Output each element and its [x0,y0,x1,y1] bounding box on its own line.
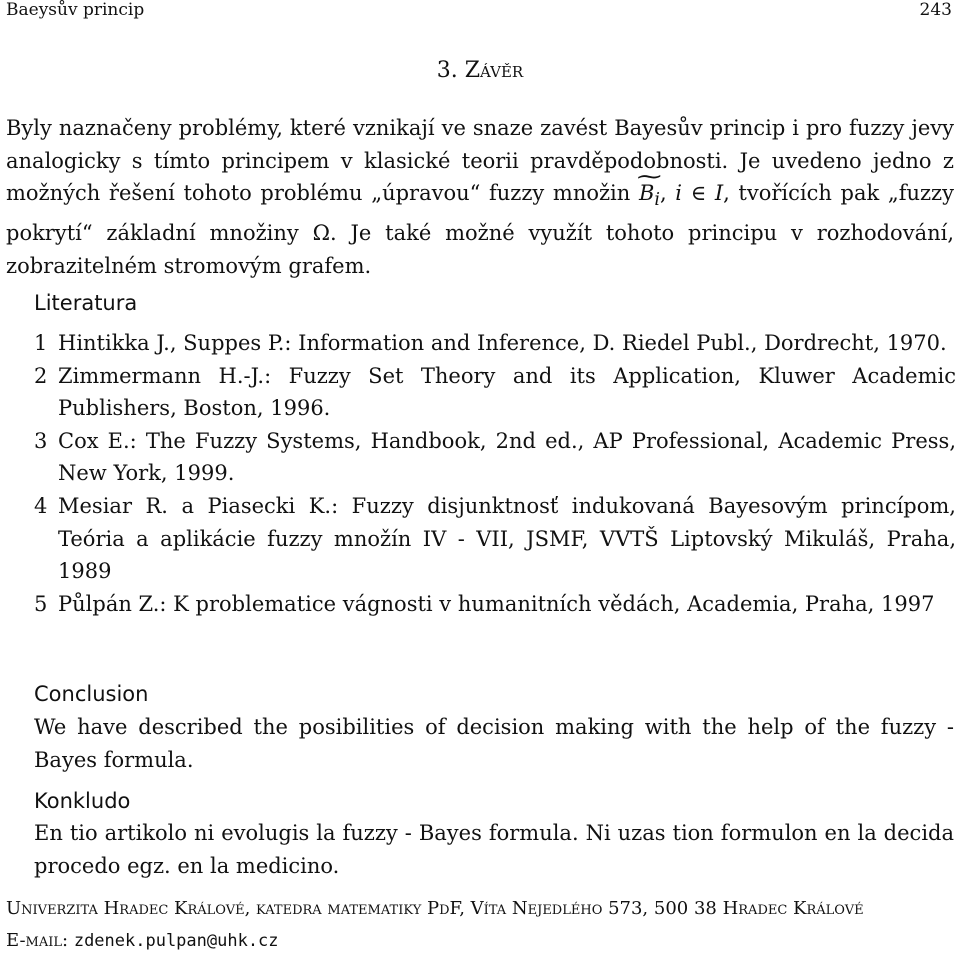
reference-number: 4 [34,493,48,518]
conclusion-czech-paragraph [6,112,954,282]
reference-number: 5 [34,591,48,616]
conclusion-english-text: We have described the posibilities of decision making with the help of the fuzzy - Bayes formula. [34,715,954,772]
running-title: Baeysův princip [6,0,145,20]
paragraph-text-1: Byly naznačeny problémy, které vznikají ve snaze zavést Bayesův princip i pro fuzzy jevy analogicky s tímto principem v klasické teorii pravděpodobnosti. Je uvedeno jedno z možných řešení tohoto problému „úpravou“ fuzzy množin [6,116,954,206]
reference-number: 2 [34,363,48,388]
konkludo-text: En tio artikolo ni evolugis la fuzzy - Bayes formula. Ni uzas tion formulon en la decida procedo egz. en la medicino. [34,821,954,878]
conclusion-heading: Conclusion [34,682,149,706]
author-email-line [6,925,956,957]
reference-item [34,360,956,425]
reference-item [34,588,956,621]
reference-text: Hintikka J., Suppes P.: Information and Inference, D. Riedel Publ., Dordrecht, 1970. [58,331,947,355]
reference-list [34,327,956,620]
section-number: 3. [436,58,458,83]
reference-item [34,327,956,360]
reference-text: Mesiar R. a Piasecki K.: Fuzzy disjunktnosť indukovaná Bayesovým princípom, Teória a aplikácie fuzzy množín IV - VII, JSMF, VVTŠ Liptovský Mikuláš, Praha, 1989 [58,493,956,584]
reference-text: Cox E.: The Fuzzy Systems, Handbook, 2nd ed., AP Professional, Academic Press, New York, 1999. [58,428,956,486]
page-number: 243 [919,0,952,20]
email-label: E-mail: [6,930,69,951]
reference-item [34,490,956,588]
section-title [0,57,960,85]
reference-text: Zimmermann H.-J.: Fuzzy Set Theory and its Application, Kluwer Academic Publishers, Boston, 1996. [58,363,956,421]
section-name: Závěr [464,58,524,83]
math-subscript: i [654,190,660,211]
reference-number: 1 [34,331,48,355]
konkludo-heading: Konkludo [34,789,131,813]
math-b-tilde: ~ B [639,177,654,210]
author-affiliation [6,893,956,957]
reference-item [34,425,956,490]
literature-heading: Literatura [34,291,138,315]
email-address[interactable]: zdenek.pulpan@uhk.cz [73,931,279,951]
author-address: Univerzita Hradec Králové, katedra matematiky PdF, Víta Nejedlého 573, 500 38 Hradec Králové [6,898,864,919]
paragraph-text-2: , [659,181,676,206]
math-index: i ∈ I [675,181,724,206]
paragraph-text-3: , tvořících pak „fuzzy pokrytí“ základní množiny Ω. Je také možné využít tohoto principu v rozhodování, zobrazitelném stromovým grafem. [6,181,954,278]
reference-number: 3 [34,428,48,453]
reference-text: Půlpán Z.: K problematice vágnosti v humanitních vědách, Academia, Praha, 1997 [58,591,935,616]
